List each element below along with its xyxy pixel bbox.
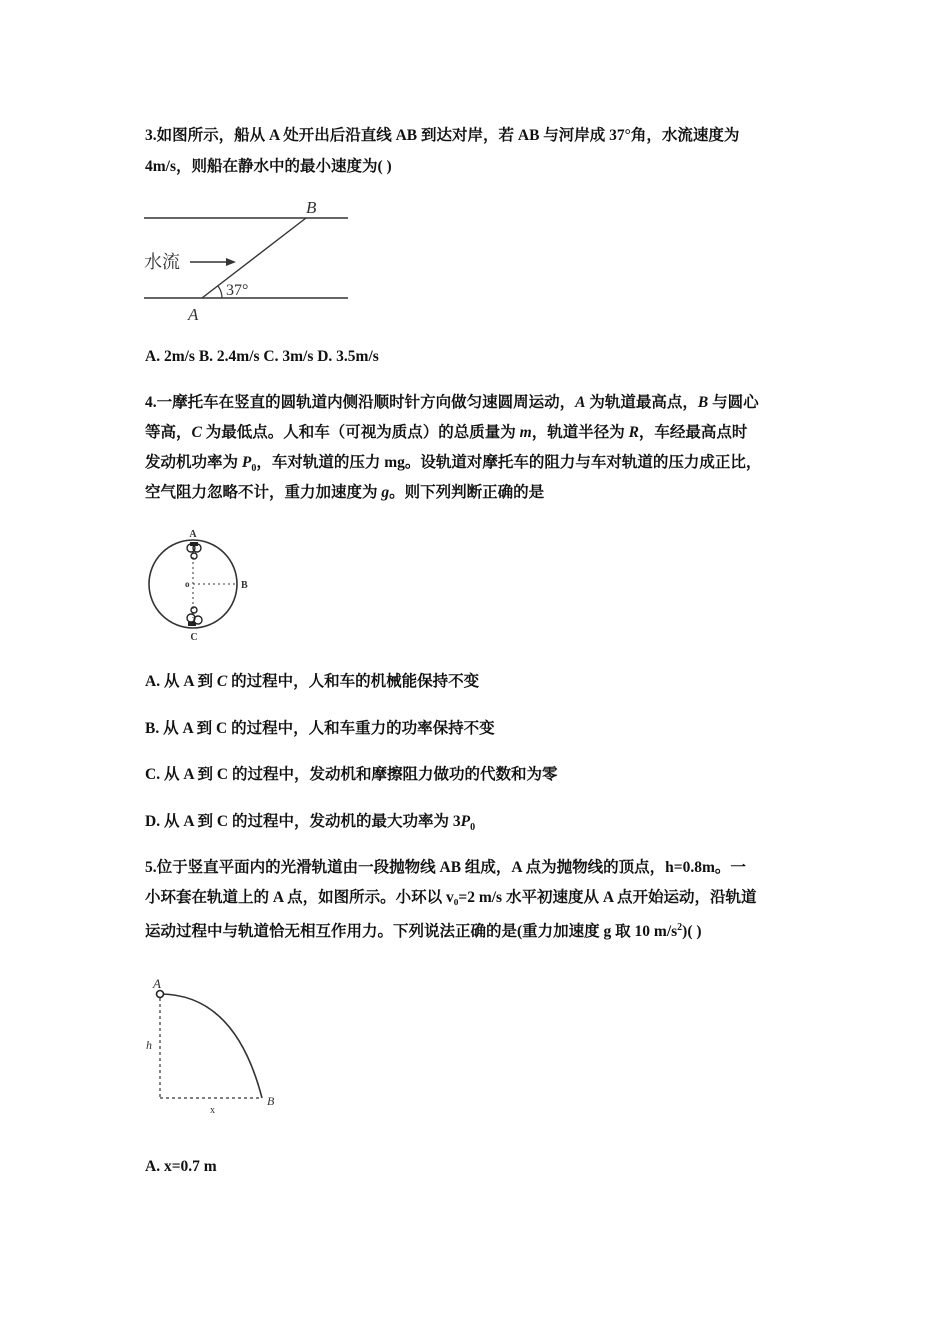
q4-subscript: 0	[470, 822, 476, 834]
loop-label-o: o	[185, 579, 190, 589]
path-ab	[202, 218, 306, 298]
flow-arrow-head	[226, 258, 236, 266]
q3-options: A. 2m/s B. 2.4m/s C. 3m/s D. 3.5m/s	[145, 348, 379, 365]
loop-label-c: C	[190, 632, 198, 643]
loop-label-b: B	[241, 580, 248, 591]
q4-text: D. 从 A 到 C 的过程中，发动机的最大功率为 3	[145, 813, 461, 830]
q4-text: ，车对轨道的压力 mg。设轨道对摩托车的阻力与车对轨道的压力成正比，	[256, 454, 762, 471]
q4-var-m: m	[519, 424, 532, 441]
q4-loop-figure	[145, 526, 255, 644]
q4-var-a: A	[575, 394, 586, 411]
q4-text: 为最低点。人和车（可视为质点）的总质量为	[201, 424, 520, 441]
q4-text: 。则下列判断正确的是	[389, 484, 545, 501]
q4-option-d	[145, 812, 815, 838]
label-angle: 37°	[226, 282, 249, 299]
q5-text: 运动过程中与轨道恰无相互作用力。下列说法正确的是(重力加速度 g 取 10 m/s	[145, 923, 678, 941]
q5-stem-line-1: 5.位于竖直平面内的光滑轨道由一段抛物线 AB 组成，A 点为抛物线的顶点，h=0.8m。一	[145, 859, 746, 876]
q5-option-a: A. x=0.7 m	[145, 1158, 217, 1175]
q4-var-r: R	[628, 424, 639, 441]
q4-text: 4.一摩托车在竖直的圆轨道内侧沿顺时针方向做匀速圆周运动，	[145, 394, 576, 411]
q4-text: 空气阻力忽略不计，重力加速度为	[145, 484, 382, 501]
q4-var-g: g	[381, 484, 390, 501]
q5-text: )( )	[682, 923, 702, 941]
q4-option-b: B. 从 A 到 C 的过程中，人和车重力的功率保持不变	[145, 720, 495, 737]
q4-stem-line-3	[145, 453, 815, 479]
q4-text: 为轨道最高点，	[585, 394, 698, 411]
parabola-label-b: B	[267, 1094, 275, 1108]
q4-option-c: C. 从 A 到 C 的过程中，发动机和摩擦阻力做功的代数和为零	[145, 766, 558, 783]
angle-arc	[218, 286, 222, 298]
ring-icon	[157, 991, 164, 998]
q4-var-p: P	[241, 454, 252, 471]
q3-river-figure	[140, 196, 355, 324]
label-flow: 水流	[144, 252, 180, 273]
q5-superscript: 2	[677, 922, 683, 933]
q3-stem-line-1: 3.如图所示，船从 A 处开出后沿直线 AB 到达对岸，若 AB 与河岸成 37°角，水流速度为	[145, 127, 740, 144]
q4-text: 等高，	[145, 424, 192, 441]
q4-var-b: B	[697, 394, 709, 411]
q4-var-c: C	[216, 673, 228, 690]
q4-stem-line-1	[145, 393, 815, 413]
motorbike-top-icon	[187, 542, 201, 559]
q4-text: ，轨道半径为	[531, 424, 629, 441]
q4-option-a	[145, 672, 815, 692]
motorbike-bottom-icon	[187, 607, 202, 626]
q4-stem-line-2	[145, 423, 815, 443]
q4-text: 发动机功率为	[145, 454, 242, 471]
parabola-label-h: h	[146, 1038, 152, 1052]
q3-stem-line-2: 4m/s，则船在静水中的最小速度为( )	[145, 158, 392, 175]
q4-text: 的过程中，人和车的机械能保持不变	[227, 673, 480, 690]
q5-stem-line-3	[145, 918, 815, 942]
loop-label-a: A	[189, 529, 197, 540]
q4-stem-line-4	[145, 483, 815, 503]
q4-text: 与圆心	[708, 394, 759, 411]
q5-stem-line-2: 小环套在轨道上的 A 点，如图所示。小环以 v₀=2 m/s 水平初速度从 A 点开始运动，沿轨道	[145, 889, 757, 906]
label-a: A	[188, 305, 199, 324]
q5-parabola-figure	[140, 974, 285, 1116]
parabola-label-a: A	[153, 976, 161, 991]
q4-var-p: P	[460, 813, 471, 830]
q4-text: ，车经最高点时	[638, 424, 748, 441]
q4-text: A. 从 A 到	[145, 673, 217, 690]
label-b: B	[306, 198, 317, 217]
q4-subscript: 0	[251, 463, 257, 475]
parabola-label-x: x	[210, 1105, 215, 1116]
q4-var-c: C	[191, 424, 202, 441]
parabola-track	[160, 994, 262, 1098]
